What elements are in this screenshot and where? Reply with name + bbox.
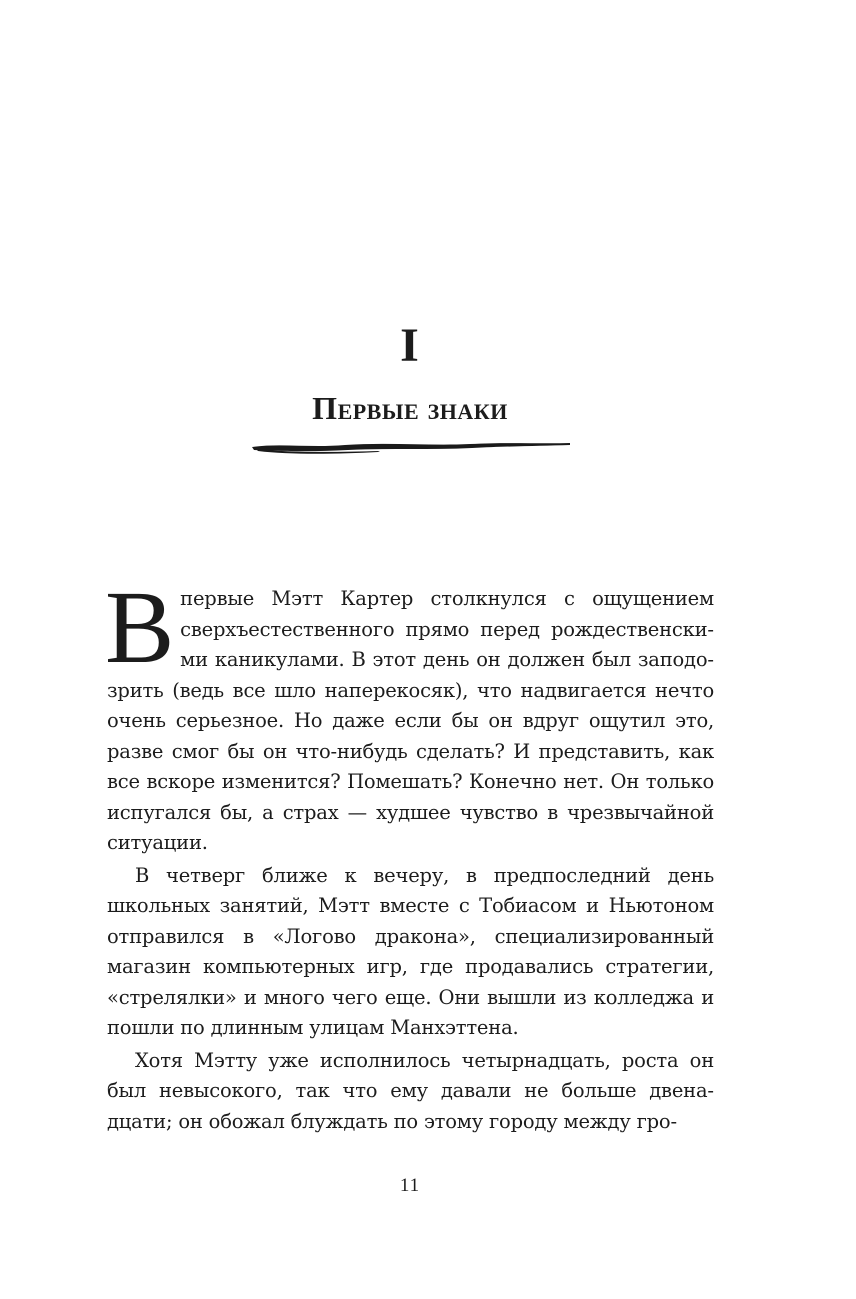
chapter-title-brush-rule: [250, 432, 572, 458]
paragraph-3: Хотя Мэтту уже исполнилось четырнадцать, роста он был невысокого, так что ему давали не больше двенадцати; он обожал блуждать по этому городу между гро-: [107, 1048, 714, 1133]
brush-stroke: [252, 443, 570, 451]
paragraph-1: [105, 570, 714, 859]
paragraph-1-text: первые Мэтт Картер столкнулся с ощущением сверхъестественного прямо перед рождественскими каникулами. В этот день он должен был заподозрить (ведь все шло наперекосяк), что надвигается нечто очень серьезное. Но даже если бы он вдруг ощутил это, разве смог бы он что-нибудь сделать? И представить, как все вскоре изменится? Помешать? Конечно нет. Он только испугался бы, а страх — худшее чувство в чрезвычайной ситуации.: [107, 587, 714, 854]
drop-cap: В: [105, 570, 175, 685]
page-number: 11: [399, 1175, 421, 1196]
chapter-number: I: [400, 319, 420, 372]
chapter-body-text: [105, 570, 714, 1137]
paragraph-2: В четверг ближе к вечеру, в предпоследний день школьных занятий, Мэтт вместе с Тобиасом и Ньютоном отправился в «Логово дракона», специализированный магазин компьютерных игр, где продавались стратегии, «стрелялки» и много чего еще. Они вышли из колледжа и пошли по длинным улицам Манхэттена.: [107, 863, 714, 1039]
chapter-title: Первые знаки: [312, 390, 508, 426]
